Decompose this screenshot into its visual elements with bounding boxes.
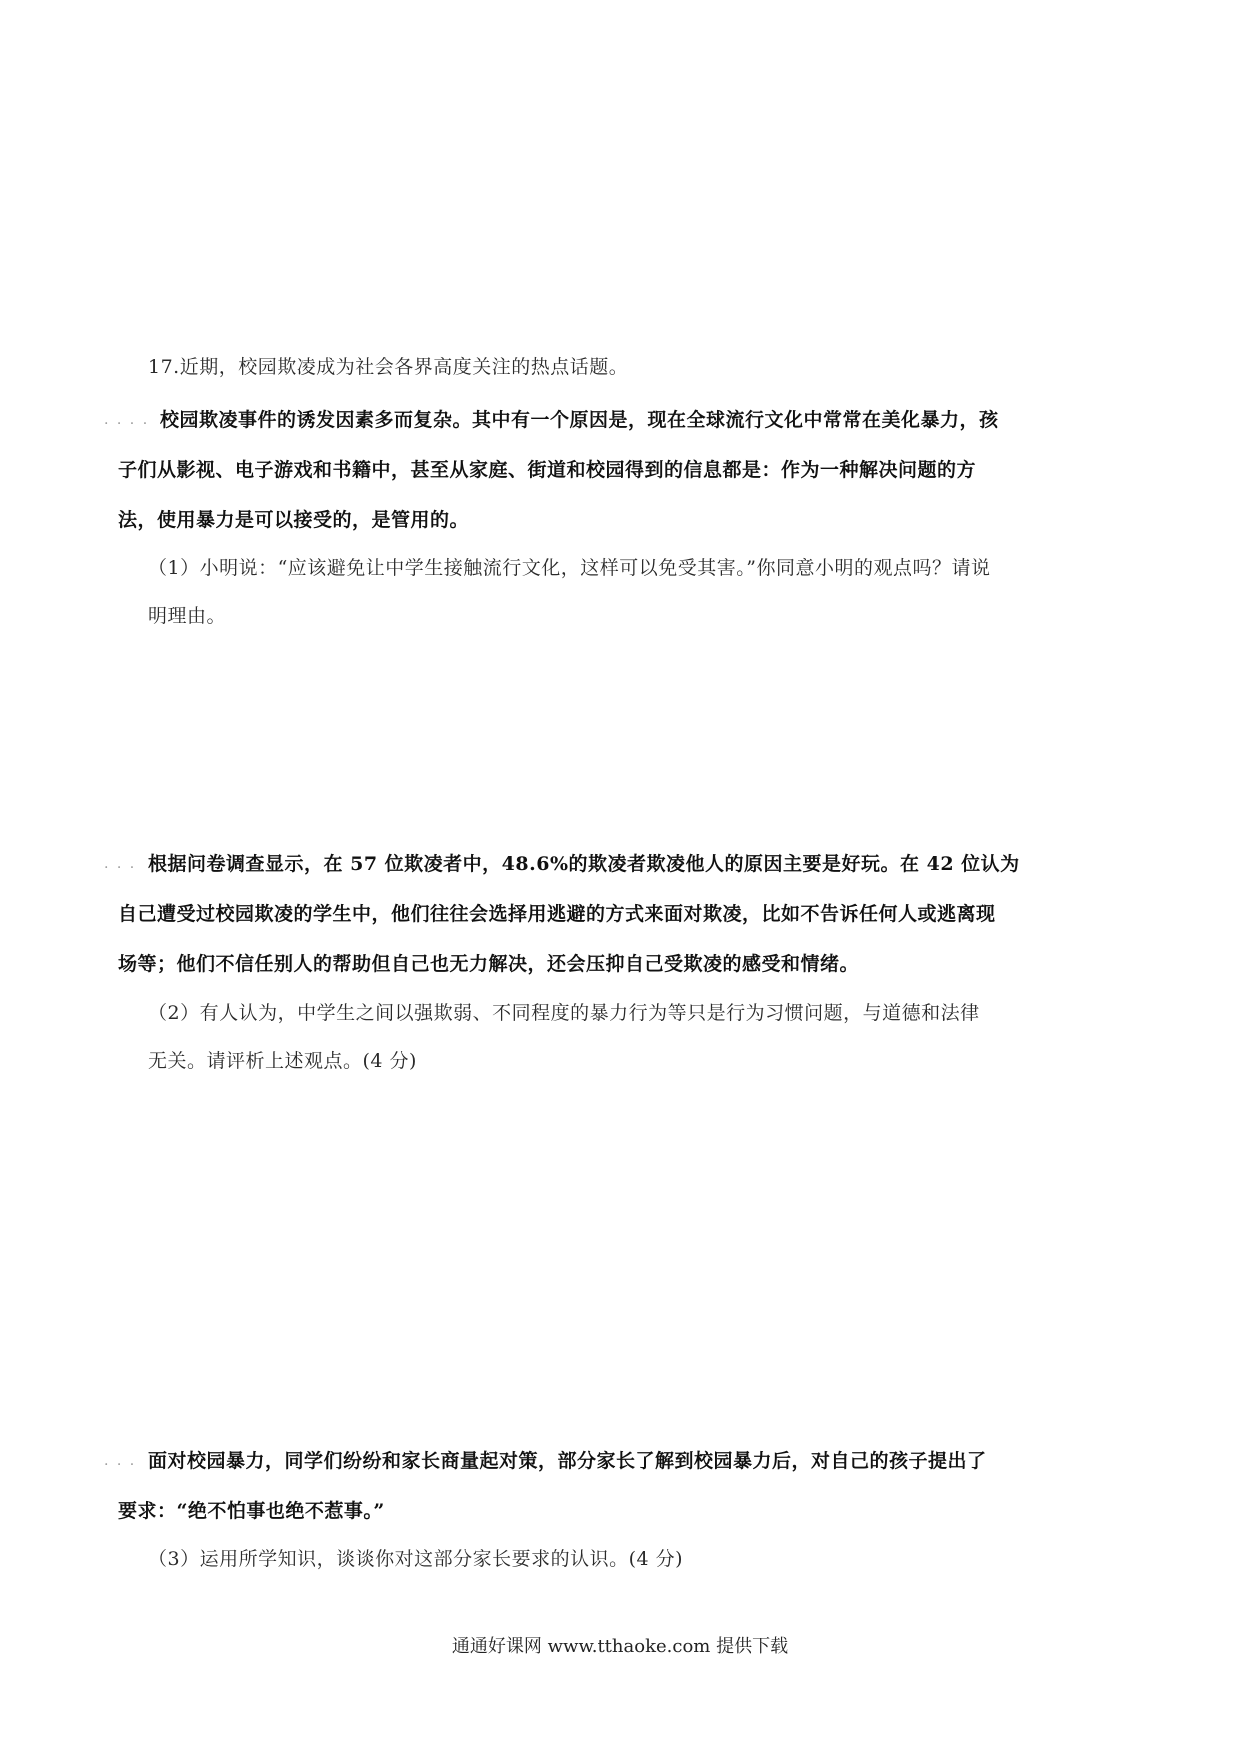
material1-line-1: 校园欺凌事件的诱发因素多而复杂。其中有一个原因是，现在全球流行文化中常常在美化暴力，孩: [160, 409, 999, 431]
question-intro: 17.近期，校园欺凌成为社会各界高度关注的热点话题。: [148, 356, 629, 378]
q2-line-2: 无关。请评析上述观点。(4 分): [148, 1050, 417, 1072]
material3-lead-dots: . . .: [104, 1453, 137, 1469]
material3-line-1: 面对校园暴力，同学们纷纷和家长商量起对策，部分家长了解到校园暴力后，对自己的孩子提出了: [148, 1450, 987, 1472]
q3-line-1: （3）运用所学知识，谈谈你对这部分家长要求的认识。(4 分): [148, 1548, 684, 1570]
material3-line-2: 要求：“绝不怕事也绝不惹事。”: [118, 1500, 385, 1522]
material2-line-1: 根据问卷调查显示，在 57 位欺凌者中，48.6%的欺凌者欺凌他人的原因主要是好玩。在 42 位认为: [148, 853, 1020, 875]
q1-line-2: 明理由。: [148, 605, 227, 627]
material1-line-2: 子们从影视、电子游戏和书籍中，甚至从家庭、街道和校园得到的信息都是：作为一种解决问题的方: [118, 459, 977, 481]
material1-line-3: 法，使用暴力是可以接受的，是管用的。: [118, 509, 470, 531]
material1-lead-dots: . . . .: [104, 412, 150, 428]
q1-line-1: （1）小明说：“应该避免让中学生接触流行文化，这样可以免受其害。”你同意小明的观点吗？请说: [148, 557, 991, 579]
footer-source: 通通好课网 www.tthaoke.com 提供下载: [451, 1636, 789, 1657]
material2-lead-dots: . . .: [104, 856, 137, 872]
material2-line-2: 自己遭受过校园欺凌的学生中，他们往往会选择用逃避的方式来面对欺凌，比如不告诉任何人或逃离现: [118, 903, 996, 925]
material2-line-3: 场等；他们不信任别人的帮助但自己也无力解决，还会压抑自己受欺凌的感受和情绪。: [118, 953, 860, 975]
q2-line-1: （2）有人认为，中学生之间以强欺弱、不同程度的暴力行为等只是行为习惯问题，与道德和法律: [148, 1002, 980, 1024]
